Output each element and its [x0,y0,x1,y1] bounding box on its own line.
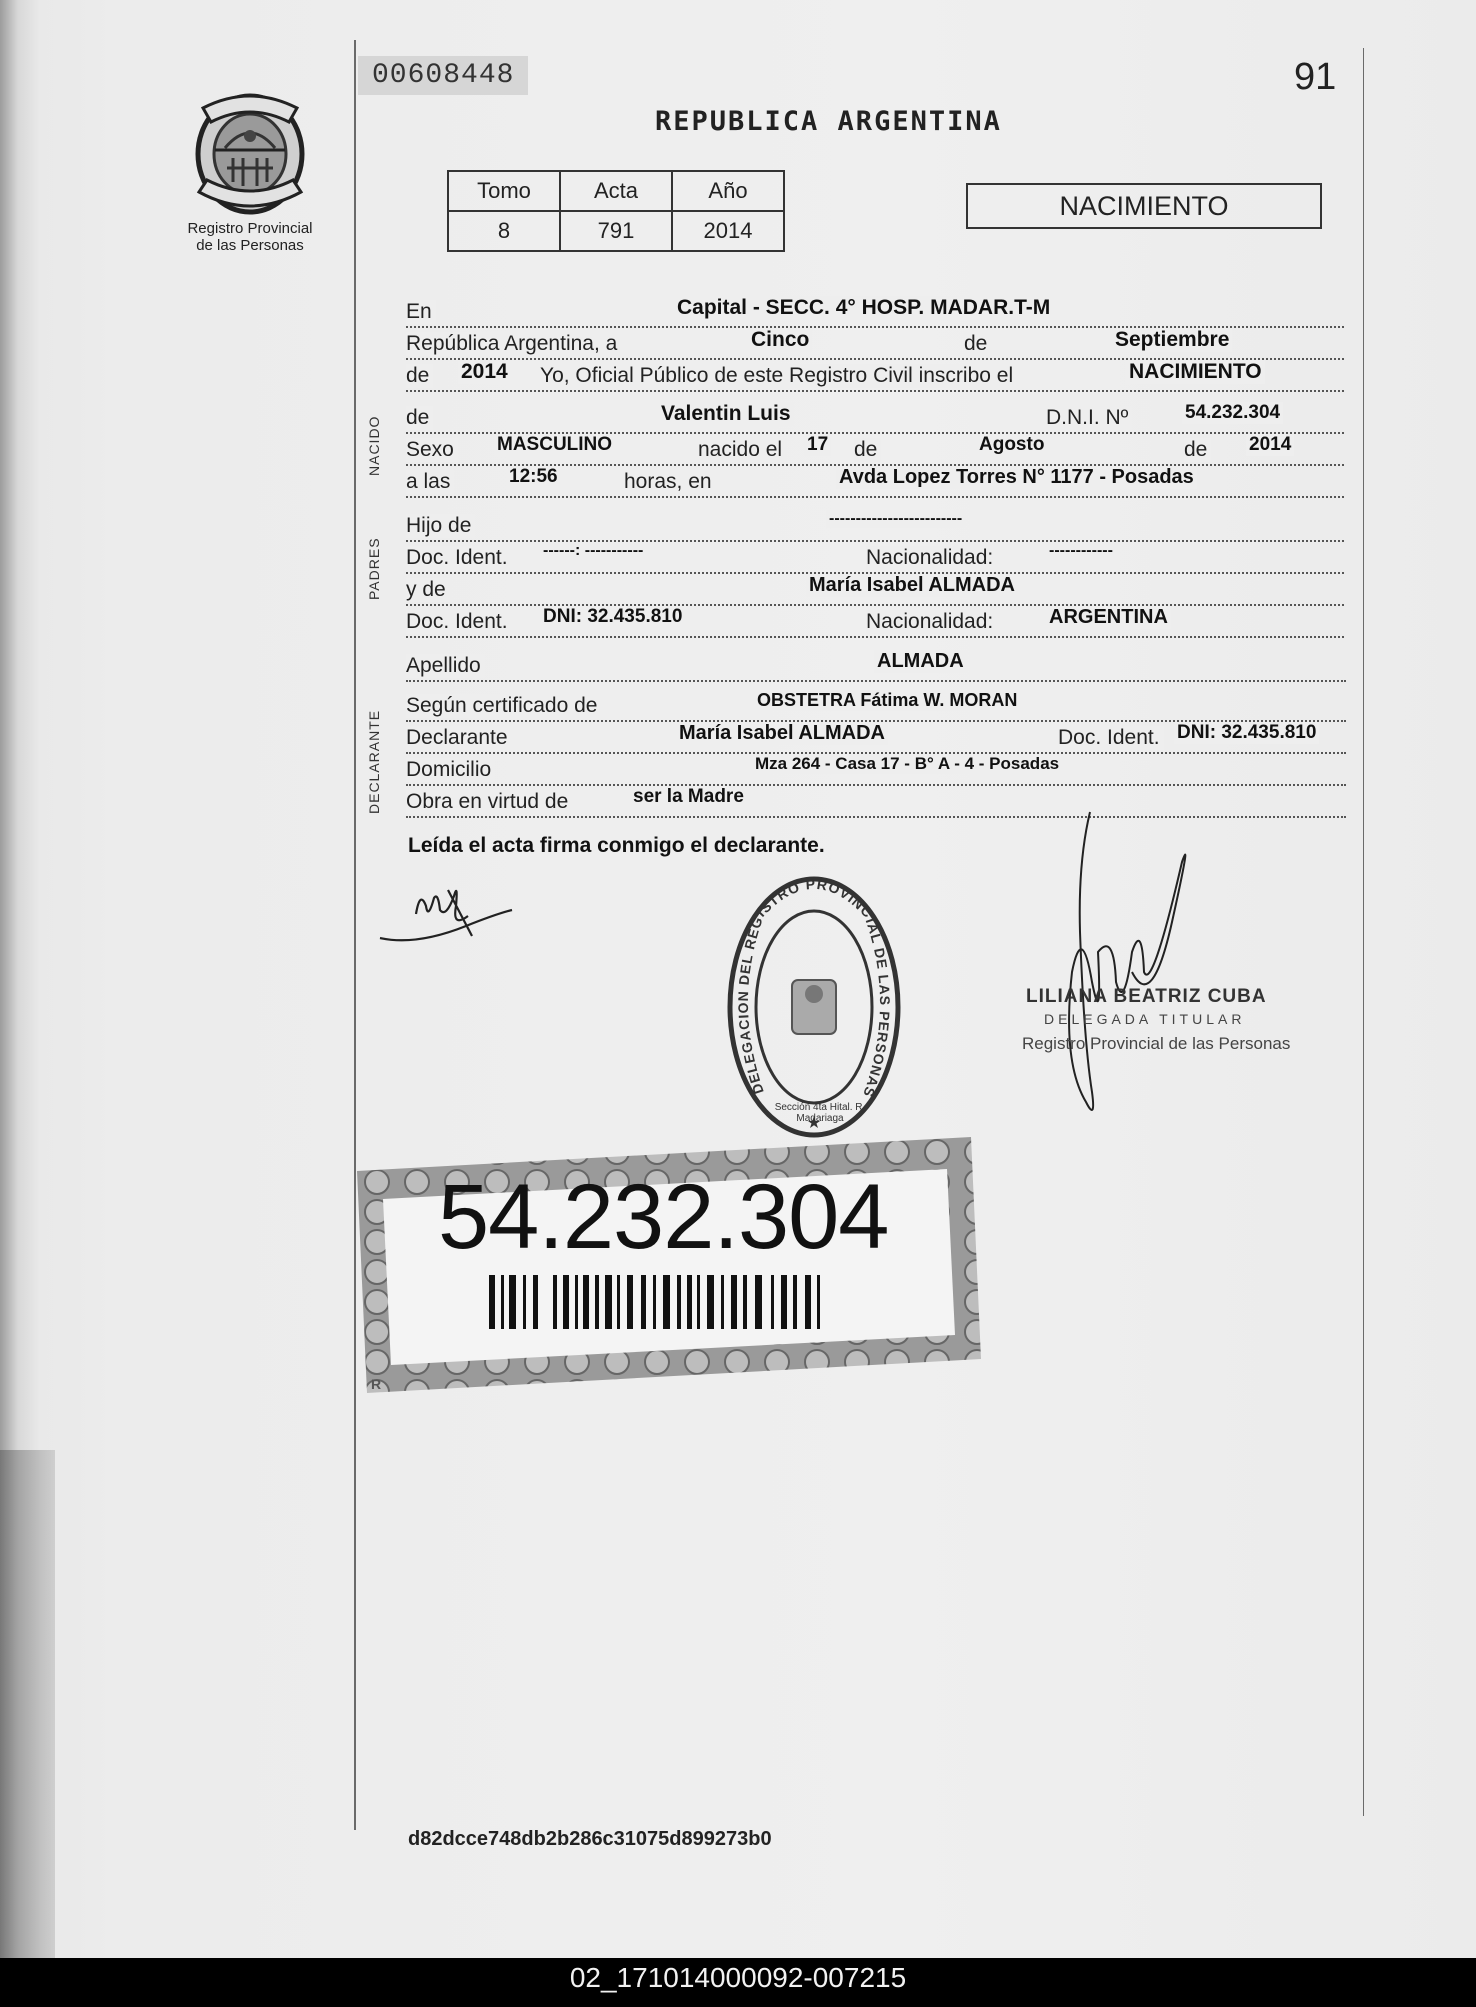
serial-number: 00608448 [358,56,528,95]
declarant-doc-label: Doc. Ident. [1058,726,1164,750]
footer-id: 02_171014000092-007215 [569,1962,907,1993]
padres-section-label: PADRES [366,537,382,600]
mother-doc: DNI: 32.435.810 [540,606,685,628]
tomo-header: Tomo [448,171,560,211]
declarante-section-label: DECLARANTE [366,709,382,814]
date-row [406,328,1344,360]
surname-value: ALMADA [874,650,967,673]
registration-table [447,170,785,252]
birth-day: 17 [804,434,831,456]
page-number: 91 [1294,56,1337,98]
birth-de-label-2: de [1184,438,1211,462]
mother-name: María Isabel ALMADA [806,574,1018,597]
misiones-crest-icon [185,88,315,218]
declarant-doc: DNI: 32.435.810 [1174,722,1319,744]
mother-row [406,574,1344,606]
child-name: Valentin Luis [658,402,794,426]
birth-place: Avda Lopez Torres N° 1177 - Posadas [836,466,1197,489]
child-name-row [406,402,1344,434]
born-label: nacido el [698,438,786,462]
month-value: Septiembre [1112,328,1232,352]
mother-nationality: ARGENTINA [1046,606,1171,629]
mother-label: y de [406,578,450,602]
declarant-label: Declarante [406,726,512,750]
father-nationality: ------------ [1046,542,1116,560]
child-dni: 54.232.304 [1182,402,1283,424]
father-label: Hijo de [406,514,475,538]
dni-label: D.N.I. Nº [1046,406,1132,430]
document-hash: d82dcce748db2b286c31075d899273b0 [408,1828,772,1850]
surname-row [406,650,1346,682]
tomo-value: 8 [448,211,560,251]
registration-header-row [448,171,784,211]
role-label: Obra en virtud de [406,790,572,814]
mother-doc-row [406,606,1344,638]
de-label: de [964,332,991,356]
father-name: ------------------------- [826,510,965,528]
officer-signature-icon [1032,802,1232,1132]
mother-nat-label: Nacionalidad: [866,610,997,634]
father-nat-label: Nacionalidad: [866,546,997,570]
left-margin-rule [354,40,356,1830]
registry-label: Registro Provincial de las Personas [187,220,313,254]
page-fold-shadow [0,1450,55,1958]
declarant-name: María Isabel ALMADA [676,722,888,745]
time-label: a las [406,470,454,494]
father-doc-label: Doc. Ident. [406,546,512,570]
name-label: de [406,406,433,430]
address-value: Mza 264 - Casa 17 - B° A - 4 - Posadas [752,754,1062,774]
officer-org: Registro Provincial de las Personas [1022,1034,1291,1053]
right-margin-rule [1363,48,1364,1816]
year-row [406,360,1344,392]
registration-value-row [448,211,784,251]
role-value: ser la Madre [630,786,747,808]
address-row [406,754,1346,786]
place-row [406,296,1344,328]
father-row [406,510,1344,542]
closing-statement: Leída el acta firma conmigo el declarante. [408,834,825,857]
officer-role: DELEGADA TITULAR [1044,1011,1246,1027]
republica-label: República Argentina, a [406,332,621,356]
mother-doc-label: Doc. Ident. [406,610,512,634]
certificate-row [406,690,1346,722]
country-title: REPUBLICA ARGENTINA [655,106,1002,137]
cert-label: Según certificado de [406,694,601,718]
declarant-signature-icon [376,866,516,946]
nacido-section-label: NACIDO [366,415,382,476]
officer-name: LILIANA BEATRIZ CUBA [1026,986,1267,1007]
place-value: Capital - SECC. 4° HOSP. MADAR.T-M [674,296,1053,320]
address-label: Domicilio [406,758,495,782]
father-doc: ------: ----------- [540,542,646,560]
record-type-box: NACIMIENTO [966,183,1322,229]
father-doc-row [406,542,1344,574]
day-value: Cinco [748,328,812,352]
time-row [406,466,1344,498]
inscribo-label: Yo, Oficial Público de este Registro Civil inscribo el [540,364,1017,388]
sticker-pattern-letter: R [371,1376,382,1392]
place-label: horas, en [624,470,716,494]
sex-row [406,434,1344,466]
year-value: 2014 [458,360,511,384]
declarant-row [406,722,1346,754]
acta-header: Acta [560,171,672,211]
stamp-outer-text: DELEGACION DEL REGISTRO PROVINCIAL DE LAS PERSONAS [734,875,894,1100]
event-value: NACIMIENTO [1126,360,1265,384]
acta-value: 791 [560,211,672,251]
sex-value: MASCULINO [494,434,615,456]
surname-label: Apellido [406,654,485,678]
sex-label: Sexo [406,438,458,462]
anio-value: 2014 [672,211,784,251]
de-year-label: de [406,364,433,388]
dni-sticker-number: 54.232.304 [438,1166,889,1268]
anio-header: Año [672,171,784,211]
cert-value: OBSTETRA Fátima W. MORAN [754,690,1020,711]
birth-year: 2014 [1246,434,1294,456]
en-label: En [406,300,436,324]
birth-month: Agosto [976,434,1047,456]
stamp-inner-text: Sección 4ta Hital. R. Madariaga [774,1102,866,1124]
birth-time: 12:56 [506,466,561,488]
birth-de-label: de [854,438,881,462]
